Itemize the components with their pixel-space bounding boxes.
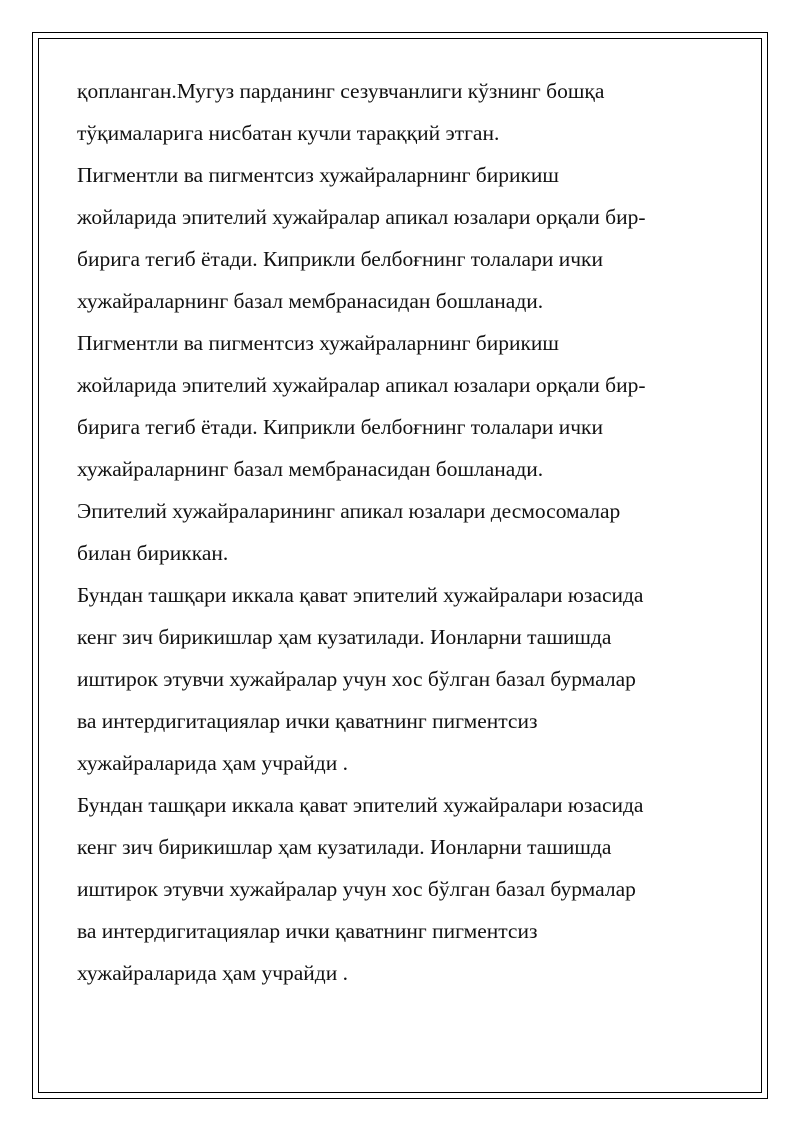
text-line: ва интердигитациялар ички қаватнинг пигментсиз	[77, 919, 538, 943]
text-line: қопланган.Мугуз парданинг сезувчанлиги кўзнинг бошқа	[77, 79, 605, 103]
text-line: ва интердигитациялар ички қаватнинг пигментсиз	[77, 709, 538, 733]
text-line: хужайраларида ҳам учрайди .	[77, 961, 348, 985]
text-line: Пигментли ва пигментсиз хужайраларнинг бирикиш	[77, 163, 559, 187]
text-line: бирига тегиб ётади. Киприкли белбоғнинг толалари ички	[77, 247, 603, 271]
text-line: хужайраларнинг базал мембранасидан бошланади.	[77, 289, 544, 313]
text-line: жойларида эпителий хужайралар апикал юзалари орқали бир-	[77, 373, 646, 397]
document-body	[77, 70, 737, 994]
text-line: иштирок этувчи хужайралар учун хос бўлган базал бурмалар	[77, 877, 636, 901]
text-line: Бундан ташқари иккала қават эпителий хужайралари юзасида	[77, 583, 644, 607]
text-line: хужайраларнинг базал мембранасидан бошланади.	[77, 457, 544, 481]
text-line: кенг зич бирикишлар ҳам кузатилади. Ионларни ташишда	[77, 835, 612, 859]
text-line: иштирок этувчи хужайралар учун хос бўлган базал бурмалар	[77, 667, 636, 691]
text-line: тўқималарига нисбатан кучли тараққий этган.	[77, 121, 500, 145]
text-line: кенг зич бирикишлар ҳам кузатилади. Ионларни ташишда	[77, 625, 612, 649]
text-line: хужайраларида ҳам учрайди .	[77, 751, 348, 775]
text-line: бирига тегиб ётади. Киприкли белбоғнинг толалари ички	[77, 415, 603, 439]
text-line: Эпителий хужайраларининг апикал юзалари десмосомалар	[77, 499, 621, 523]
text-line: Бундан ташқари иккала қават эпителий хужайралари юзасида	[77, 793, 644, 817]
text-line: жойларида эпителий хужайралар апикал юзалари орқали бир-	[77, 205, 646, 229]
text-line: Пигментли ва пигментсиз хужайраларнинг бирикиш	[77, 331, 559, 355]
text-line: билан бириккан.	[77, 541, 229, 565]
